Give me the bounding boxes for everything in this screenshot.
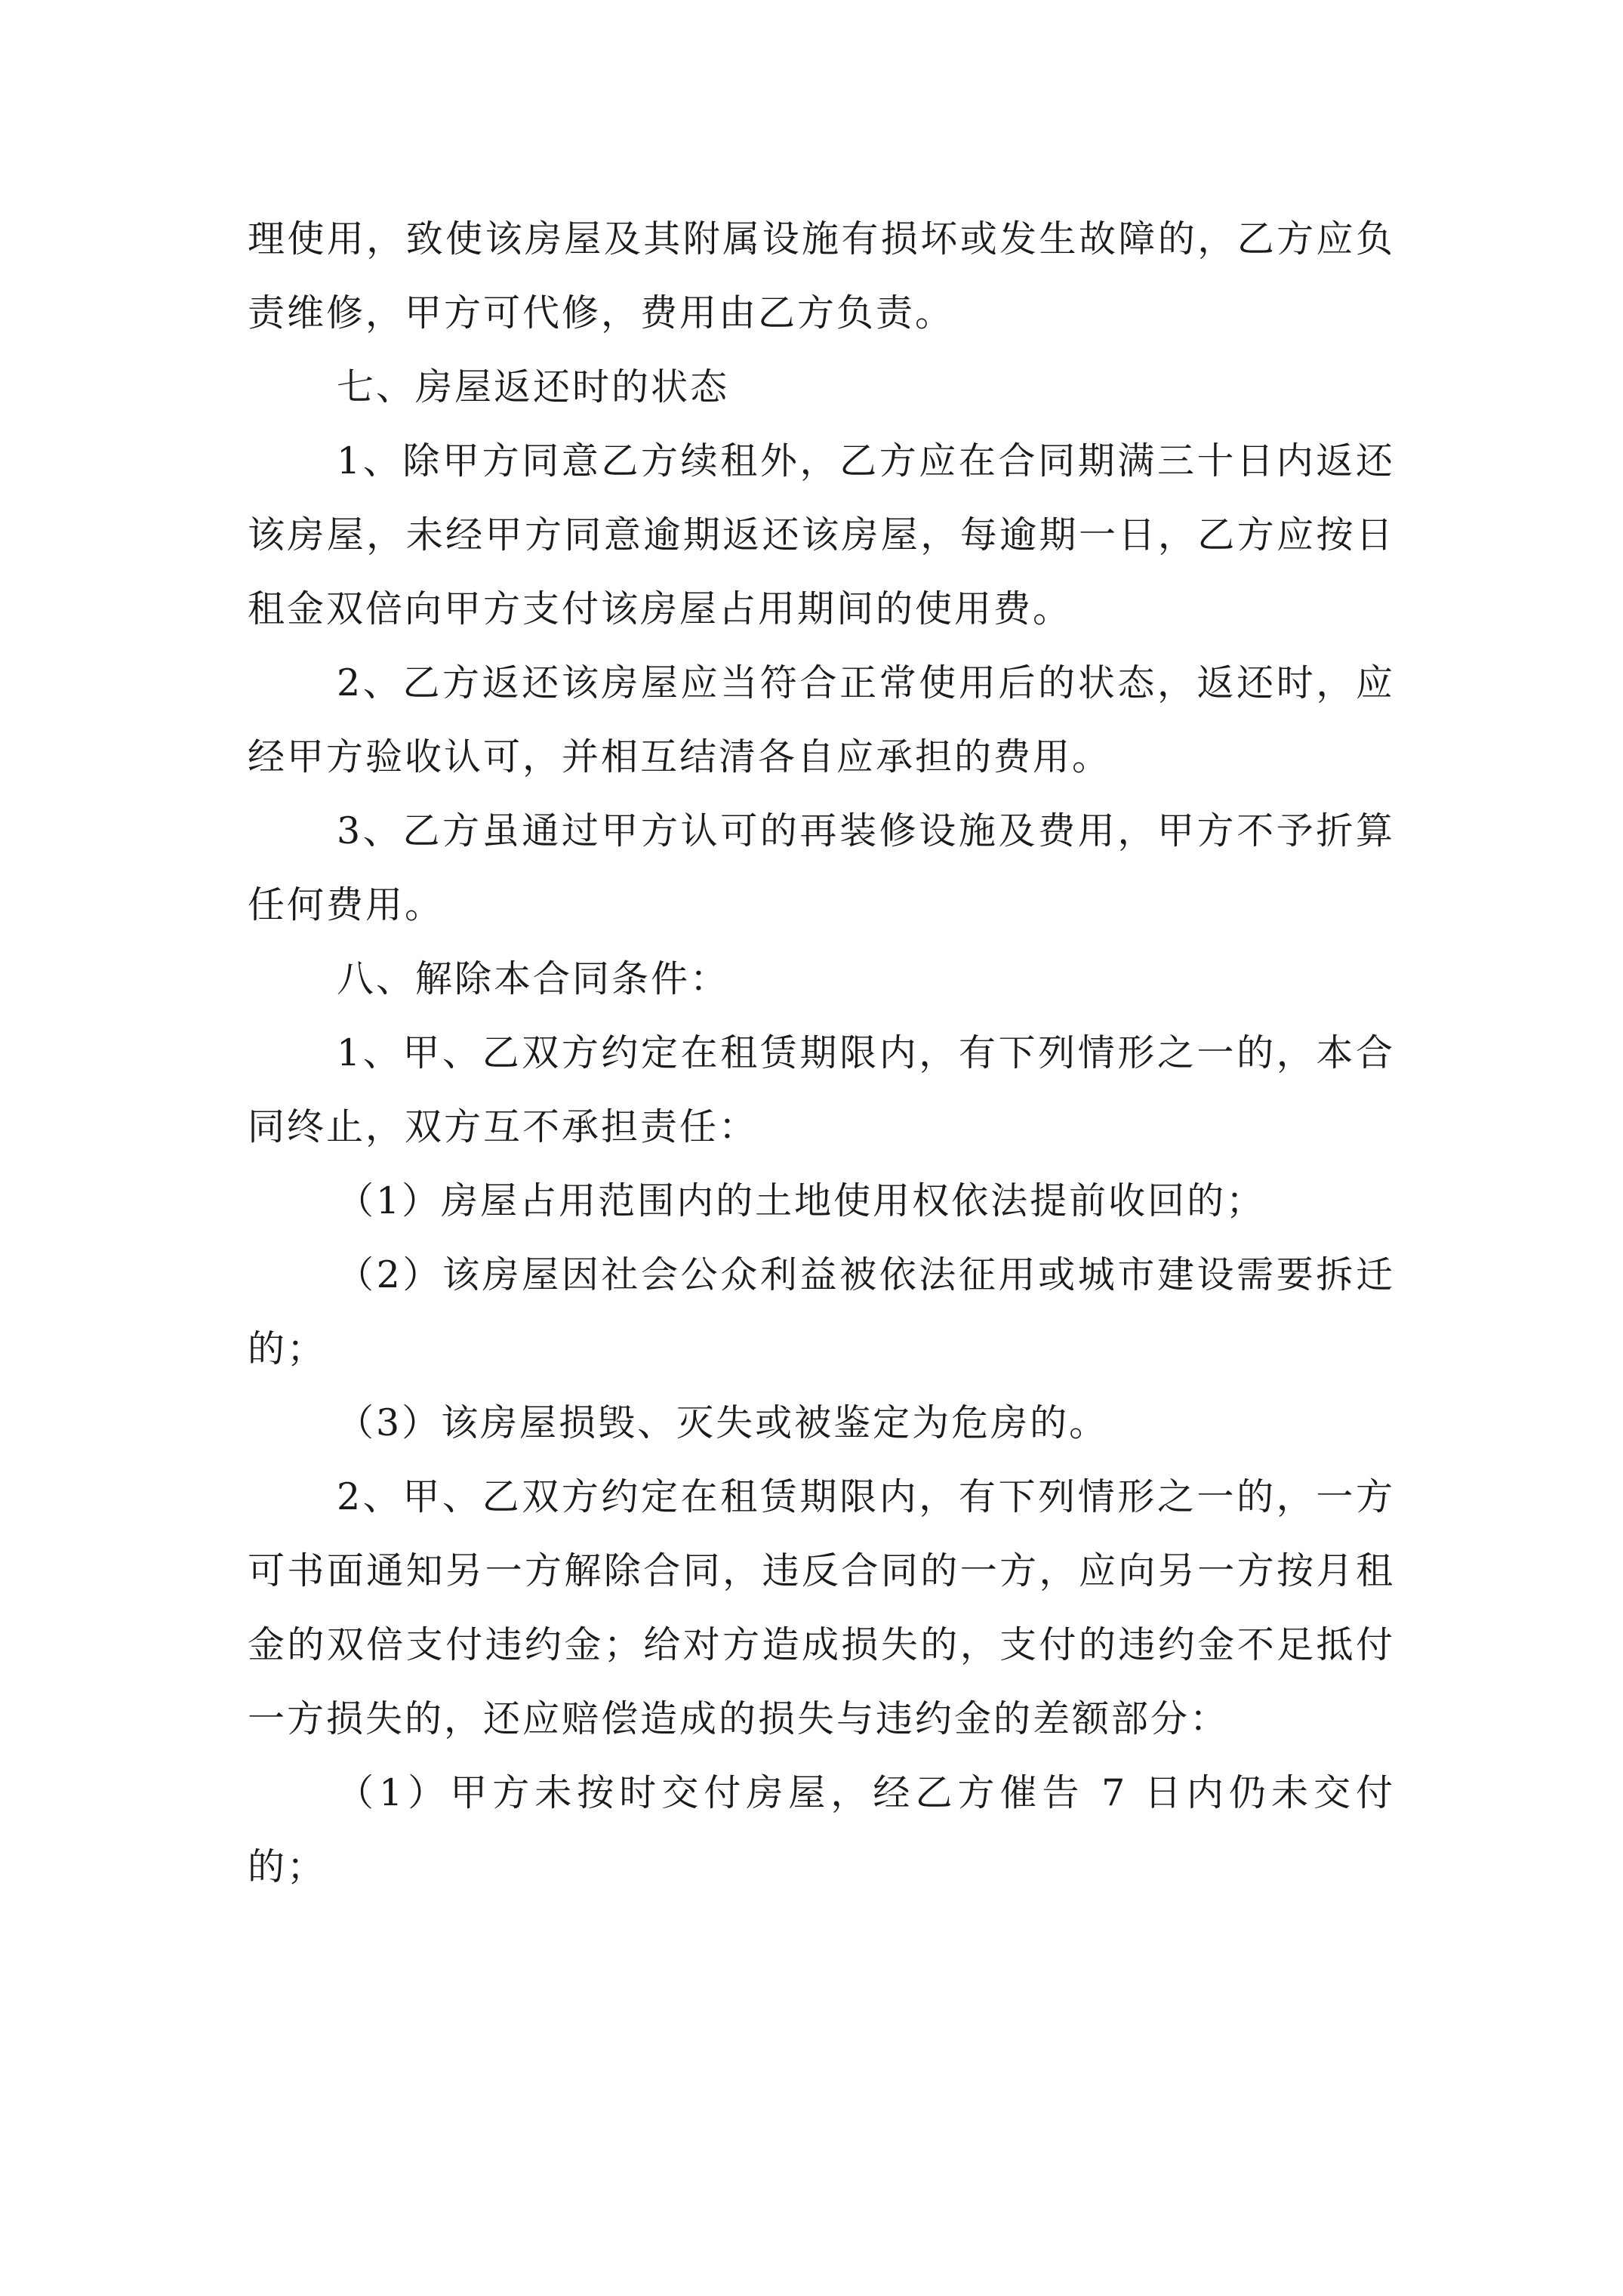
clause-8-1: 1、甲、乙双方约定在租赁期限内，有下列情形之一的，本合同终止，双方互不承担责任： xyxy=(248,1031,1395,1148)
section-heading-seven: 七、房屋返还时的状态 xyxy=(337,365,730,408)
clause-8-2-item-1: （1）甲方未按时交付房屋，经乙方催告 7 日内仍未交付的； xyxy=(248,1771,1395,1888)
clause-8-2: 2、甲、乙双方约定在租赁期限内，有下列情形之一的，一方可书面通知另一方解除合同，违反合同的一方，应向另一方按月租金的双倍支付违约金；给对方造成损失的，支付的违约金不足抵付一方损失的，还应赔偿造成的损失与违约金的差额部分： xyxy=(248,1475,1395,1740)
clause-8-1-item-2: （2）该房屋因社会公众利益被依法征用或城市建设需要拆迁的； xyxy=(248,1253,1395,1370)
section-heading-eight: 八、解除本合同条件： xyxy=(337,957,730,1000)
clause-7-2: 2、乙方返还该房屋应当符合正常使用后的状态，返还时，应经甲方验收认可，并相互结清各自应承担的费用。 xyxy=(248,661,1395,778)
paragraph-continuation: 理使用，致使该房屋及其附属设施有损坏或发生故障的，乙方应负责维修，甲方可代修，费用由乙方负责。 xyxy=(248,217,1395,334)
clause-8-1-item-1: （1）房屋占用范围内的土地使用权依法提前收回的； xyxy=(337,1179,1266,1222)
clause-7-3: 3、乙方虽通过甲方认可的再装修设施及费用，甲方不予折算任何费用。 xyxy=(248,809,1395,926)
clause-8-1-item-3: （3）该房屋损毁、灭失或被鉴定为危房的。 xyxy=(337,1401,1109,1444)
clause-7-1: 1、除甲方同意乙方续租外，乙方应在合同期满三十日内返还该房屋，未经甲方同意逾期返还该房屋，每逾期一日，乙方应按日租金双倍向甲方支付该房屋占用期间的使用费。 xyxy=(248,439,1395,630)
document-body xyxy=(248,202,1395,1904)
